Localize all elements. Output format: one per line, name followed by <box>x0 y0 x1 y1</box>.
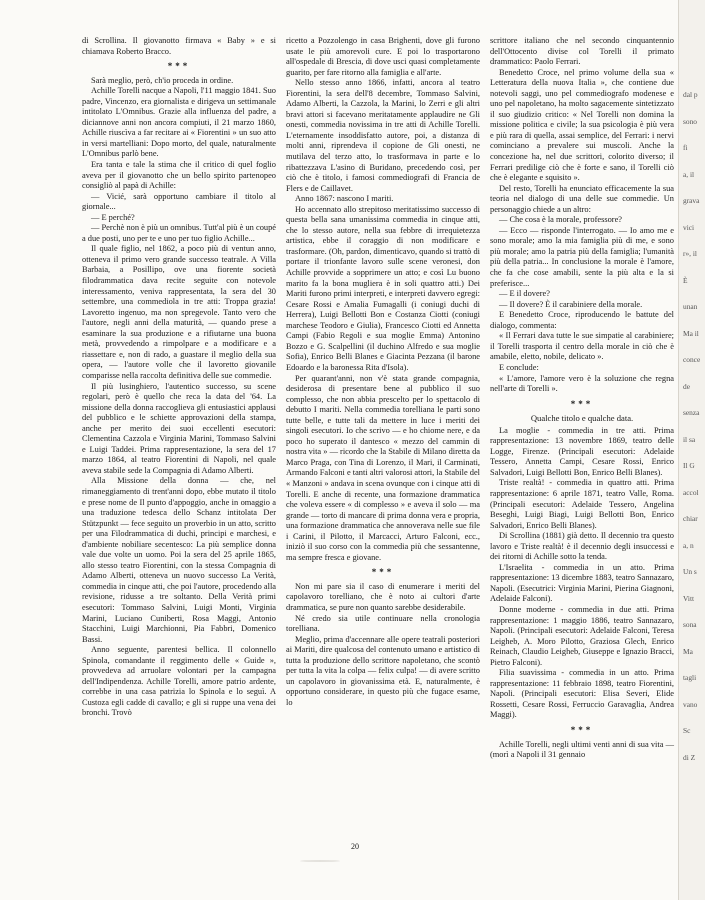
paragraph: Era tanta e tale la stima che il critico di quel foglio aveva per il giovanotto che un bello spirito partenopeo consigliò al papà di Achille: <box>82 160 276 191</box>
paragraph: Achille Torelli, negli ultimi venti anni di sua vita — (morì a Napoli il 31 gennaio <box>490 739 674 760</box>
section-divider: *** <box>570 725 594 735</box>
edge-fragment: Vitt <box>683 593 695 603</box>
paragraph: di Scrollina. Il giovanotto firmava « Baby » e si chiamava Roberto Bracco. <box>82 36 276 56</box>
paragraph: Di Scrollina (1881) già detto. Il decennio tra questo lavoro e Triste realtà! è il decennio degli insuccessi e dei ritorni di Achille sotto la tenda. <box>490 531 674 562</box>
quotation: « Il Ferrari dava tutte le sue simpatie al carabiniere; il Torelli trasporta il centro della morale in ciò che è amabile, eletto, nobile, delicato ». <box>490 331 674 362</box>
work-entry: Filia suavissima - commedia in un atto. Prima rappresentazione: 11 febbraio 1898, teatro Fiorentini, Napoli. (Principali esecutori: Elisa Severi, Elide Rossetti, Cesare Rossi, Ferruccio Garavaglia, Andrea Maggi). <box>490 668 674 720</box>
print-smudge <box>300 860 340 862</box>
paragraph: Meglio, prima d'accennare alle opere teatrali posteriori ai Mariti, dire qualcosa del contenuto umano e artistico di tutta la produzione dello scrittore napoletano, che scontò per tutta la vita la colpa — felix culpa! — di avere scritto un capolavoro in giovanissima età. E, naturalmente, è opportuno considerare, in questo più che fugace esame, lo <box>286 634 480 707</box>
paragraph: Il più lusinghiero, l'autentico successo, su scene regolari, però è quello che reca la data del '64. La missione della donna raccoglieva gli entusiastici applausi del pubblico e le schiette approvazioni della stampa, anche per merito dei suoi eccellenti esecutori: Clementina Cazzola e Virginia Marini, Tommaso Salvini e Luigi Taddei. Prima rappresentazione, la sera del 17 marzo 1864, al teatro Fiorentini di Napoli, nel quale aveva stabile sede la Compagnia di Adamo Alberti. <box>82 381 276 475</box>
edge-fragment: vano <box>683 699 698 709</box>
edge-fragment: Sc <box>683 726 691 735</box>
paragraph: Nello stesso anno 1866, infatti, ancora al teatro Fiorentini, la sera dell'8 decembre, Tommaso Salvini, Adamo Alberti, la Cazzola, la Marini, lo Zerri e gli altri bravi attori si facevano meritatamente applaudire ne Gli onesti, commedia novissima in tre atti di Achille Torelli. L'eternamente insoddisfatto autore, poi, a distanza di molti anni, riprendeva il copione de Gli onesti, ne mutilava del terzo atto, lo trasformava in parte e lo ribattezzava L'asino di Buridano, precedendo così, per ciò che è titolo, i famosi commediografi di Francia de Flers e de Caillavet. <box>286 78 480 193</box>
edge-fragment: il sa <box>683 434 696 444</box>
section-divider: *** <box>371 567 395 578</box>
work-entry: La moglie - commedia in tre atti. Prima rappresentazione: 13 novembre 1869, teatro delle Logge, Firenze. (Principali esecutori: Adelaide Tessero, Annetta Campi, Cesare Rossi, Enrico Salvadori, Luigi Bellotti Bon, Enrico Belli Blanes). <box>490 425 674 477</box>
edge-fragment: fi <box>683 143 688 152</box>
page-number: 20 <box>351 842 359 851</box>
column-right <box>490 36 674 761</box>
dialogue-line: — E perché? <box>91 212 135 222</box>
dialogue-line: — Che cosa è la morale, professore? <box>499 215 623 225</box>
paragraph: Sarà meglio, però, ch'io proceda in ordine. <box>91 75 234 85</box>
edge-fragment: sono <box>683 116 697 126</box>
dialogue-line: — E il dovere? <box>499 289 550 299</box>
paragraph: E Benedetto Croce, riproducendo le battute del dialogo, commenta: <box>490 310 674 330</box>
column-left <box>82 36 276 719</box>
dialogue-line: — Perchè non è più un omnibus. Tutt'al più è un coupé a due posti, uno per te e uno per tuo figlio Achille... <box>82 223 276 243</box>
paragraph: Per quarant'anni, non v'è stata grande compagnia, desiderosa di presentare bene al pubblico il suo complesso, che non abbia prescelto per lo spettacolo di debutto I mariti. Nella commedia torelliana le parti sono tutte belle, e tutte tali da mettere in luce i meriti dei singoli esecutori. Io che scrivo — e ho chiome nere, e da poco ho superato il dantesco « mezzo del cammin di nostra vita » — ricordo che la Stabile di Milano diretta da Marco Praga, con Tina di Lorenzo, il Mari, il Carminati, Armando Falconi e tanti altri valorosi attori, la Stabile del « Manzoni » andava in scena ovunque con i cinque atti di Torelli. E anche di recente, una formazione drammatica che voleva essere « di complesso » e aveva il solo — ma grande — torto di mancare di prima donna vera e propria, una formazione drammatica che annoverava nelle sue file i Carini, il Pilotto, il Marcacci, Arturo Falconi, ecc., iniziò il suo corso con la commedia più che sessantenne, ma sempre fresca e giovane. <box>286 373 480 562</box>
edge-fragment: r», il <box>683 249 697 258</box>
paragraph: E conclude: <box>499 362 539 372</box>
quotation: « L'amore, l'amore vero è la soluzione che regna nell'arte di Torelli ». <box>490 373 674 394</box>
edge-fragment: a, n <box>683 540 694 550</box>
paragraph: Anno 1867: nascono I mariti. <box>295 194 394 204</box>
edge-fragment: di Z <box>683 752 696 762</box>
edge-fragment: senza <box>683 408 700 417</box>
edge-fragment: È <box>683 275 688 285</box>
edge-fragment: sona <box>683 620 697 629</box>
paragraph: Il quale figlio, nel 1862, a poco più di ventun anno, otteneva il primo vero grande successo teatrale. A Villa Barbaia, a Posillipo, ove una fiorente società filodrammatica dava recite seguite con notevole interessamento, veniva rappresentata, la sera del 30 settembre, una commediola in tre atti: Troppa grazia! Lavoretto ingenuo, ma non spregevole. Tanto vero che l'autore, negli anni della maturità, — quando prese a esaminare la sua produzione e a rifiutarne una buona metà, provvedendo a rimpolpare e a modificare e a riassettare e, non di rado, a guastare il meglio della sua opera, — l'autore volle che il lavoretto giovanile comparisse nella raccolta definitiva delle sue commedie. <box>82 244 276 380</box>
edge-fragment: unan <box>683 302 698 311</box>
edge-fragment: tagli <box>683 673 697 682</box>
edge-fragment: a, il <box>683 169 695 179</box>
dialogue-line: — Vicié, sarà opportuno cambiare il titolo al giornale... <box>82 191 276 212</box>
edge-fragment: conce <box>683 355 701 364</box>
edge-fragment: vici <box>683 222 695 232</box>
edge-fragment: de <box>683 381 690 391</box>
edge-fragment: grava <box>683 196 700 205</box>
paragraph: Non mi pare sia il caso di enumerare i meriti del capolavoro torelliano, che è noto ai cultori d'arte drammatica, se pure non quanto sarebbe desiderabile. <box>286 581 480 612</box>
work-entry: L'Israelita - commedia in un atto. Prima rappresentazione: 13 dicembre 1883, teatro Sannazaro, Napoli. (Esecutrici: Virginia Marini, Pierina Giagnoni, Adelaide Falconi). <box>490 562 674 604</box>
section-divider: *** <box>570 398 594 409</box>
paragraph: Del resto, Torelli ha enunciato efficacemente la sua teoria nel dialogo di una delle sue commedie. Un personaggio chiede a un altro: <box>490 183 674 214</box>
edge-fragment: accol <box>683 487 699 497</box>
paragraph: Achille Torelli nacque a Napoli, l'11 maggio 1841. Suo padre, Vincenzo, era giornalista e dirigeva un settimanale intitolato L'Omnibus. Grazie alla influenza del padre, a diciannove anni non ancora compiuti, il 21 marzo 1860, Achille riuscìva a far recitare ai « Fiorentini » un suo atto in versi martelliani: Dopo morto, del quale, naturalmente L'Omnibus parlò bene. <box>82 86 276 159</box>
edge-fragment: Ma <box>683 646 693 656</box>
paragraph: Anno seguente, parentesi bellica. Il colonnello Spinola, comandante il reggimento delle « Guide », provvedeva ad arruolare volontari per la campagna dell'Indipendenza. Achille Torelli, amore patrio ardente, correbbe in una casa patrizia lo Spinola e lo seguì. A Custoza egli cadde di cavallo; e gli si ruppe una vena dei bronchi. Trovò <box>82 645 276 718</box>
edge-fragment: Ma il <box>683 328 699 338</box>
paragraph: Ho accennato allo strepitoso meritatissimo successo di questa bella sana umanissima commedia in cinque atti, che lo stesso autore, nella sua febbre di irrequietezza artistica, ebbe il coraggio di non modificare e trasformare. (Oh, pardon, dimenticavo, quando si trattò di portare il trionfante lavoro sulle scene veronesi, don Achille provvide a sopprimere un atto; e così Lu buono marito fa la bona mugliera è in soli quattro atti.) Dei Mariti furono primi interpreti, e interpreti davvero egregi: Cesare Rossi e Amalia Fumagalli (i coniugi duchi di Herrera), Luigi Bellotti Bon e Costanza Ciotti (coniugi marchese Teodoro e Giulia), Francesco Ciotti ed Annetta Campi (Fabio Regoli e sua moglie Emma) Antonino Bozzo e G. Scalpellini (il duchino Alfredo e sua moglie Sofia), Enrico Belli Blanes e Giacinta Pezzana (il barone Edoardo e la baronessa Rita d'Isola). <box>286 204 480 372</box>
edge-fragment: Il G <box>683 461 695 470</box>
section-heading: Qualche titolo e qualche data. <box>530 413 634 424</box>
edge-fragment: chiar <box>683 514 698 523</box>
edge-fragment: Un s <box>683 567 697 576</box>
paragraph: scrittore italiano che nel secondo cinquantennio dell'Ottocento divise col Torelli il primato drammatico: Paolo Ferrari. <box>490 36 674 67</box>
column-middle <box>286 36 480 708</box>
paragraph: ricetto a Pozzolengo in casa Brighenti, dove gli furono usate le più amorevoli cure. E poi lo trasportarono all'ospedale di Brescia, di dove usci quasi completamente guarito, per fare ritorno alla famiglia e all'arte. <box>286 36 480 77</box>
edge-fragment: dal p <box>683 90 698 99</box>
dialogue-line: — Il dovere? È il carabiniere della morale. <box>499 299 643 309</box>
dialogue-line: — Ecco — risponde l'interrogato. — Io amo me e sono morale; amo la mia famiglia più di me, e sono più morale; amo la patria più della famiglia; l'umanità più della patria... In conclusione la morale è l'amore, che fa che cose amabili, sente la più alta e la si preferisce... <box>490 225 674 288</box>
paragraph: Alla Missione della donna — che, nel rimaneggiamento di trent'anni dopo, ebbe mutato il titolo e prese nome de Il punto d'appoggio, anche in omaggio a una traduzione tedesca dello Schanz intitolata Der Stützpunkt — fece seguito un proverbio in un atto, scritto per una Filodrammatica di duchi, principi e marchesi, e d'ambiente nobiliare secentesco: La più semplice donna vale due volte un uomo. Poi la sera del 25 aprile 1865, allo stesso teatro Fiorentini, con la stessa Compagnia di Adamo Alberti, otteneva un nuovo successo La Verità, commedia in cinque atti, che poi l'autore, procedendo alla revisione, ridusse a tre soltanto. Della Verità primi esecutori: Tommaso Salvini, Luigi Monti, Virginia Marini, Luciano Cuniberti, Rosa Maggi, Antonio Stacchini, Luigi Marchionni, Pia Fabbri, Domenico Bassi. <box>82 476 276 644</box>
paragraph: Né credo sia utile continuare nella cronologia torelliana. <box>286 613 480 634</box>
adjacent-page-edge <box>678 0 705 900</box>
section-divider: *** <box>167 61 191 72</box>
work-entry: Donne moderne - commedia in due atti. Prima rappresentazione: 1 maggio 1886, teatro Sannazaro, Napoli. (Principali esecutori: Adelaide Falconi, Teresa Leigheb, A. Moro Pilotto, Graziosa Glech, Enrico Reinach, Claudio Leigheb, Giuseppe e Ignazio Bracci, Pietro Falconi). <box>490 604 674 667</box>
print-smudge <box>288 60 294 63</box>
work-entry: Triste realtà! - commedia in quattro atti. Prima rappresentazione: 6 aprile 1871, teatro Valle, Roma. (Principali esecutori: Adelaide Tessero, Angelina Beseghi, Luigi Biagi, Luigi Bellotti Bon, Enrico Salvadori, Enrico Belli Blanes). <box>490 478 674 530</box>
paragraph: Benedetto Croce, nel primo volume della sua « Letteratura della nuova Italia », che contiene due notevoli saggi, uno pel commediografo modenese e uno pel napoletano, ha molto sagacemente sintetizzato il suo giudizio critico: « Nel Torelli non domina la missione politica e civile; la sua psicologia è più vera e più rara di quella, assai semplice, del Ferrari: i nervi cominciano a prevalere sui muscoli. Anche la concezione ha, nel due scrittori, colorito diverso; il Ferrari predilige ciò che è forte e sano, il Torelli ciò che è elegante e squisito ». <box>490 67 674 183</box>
